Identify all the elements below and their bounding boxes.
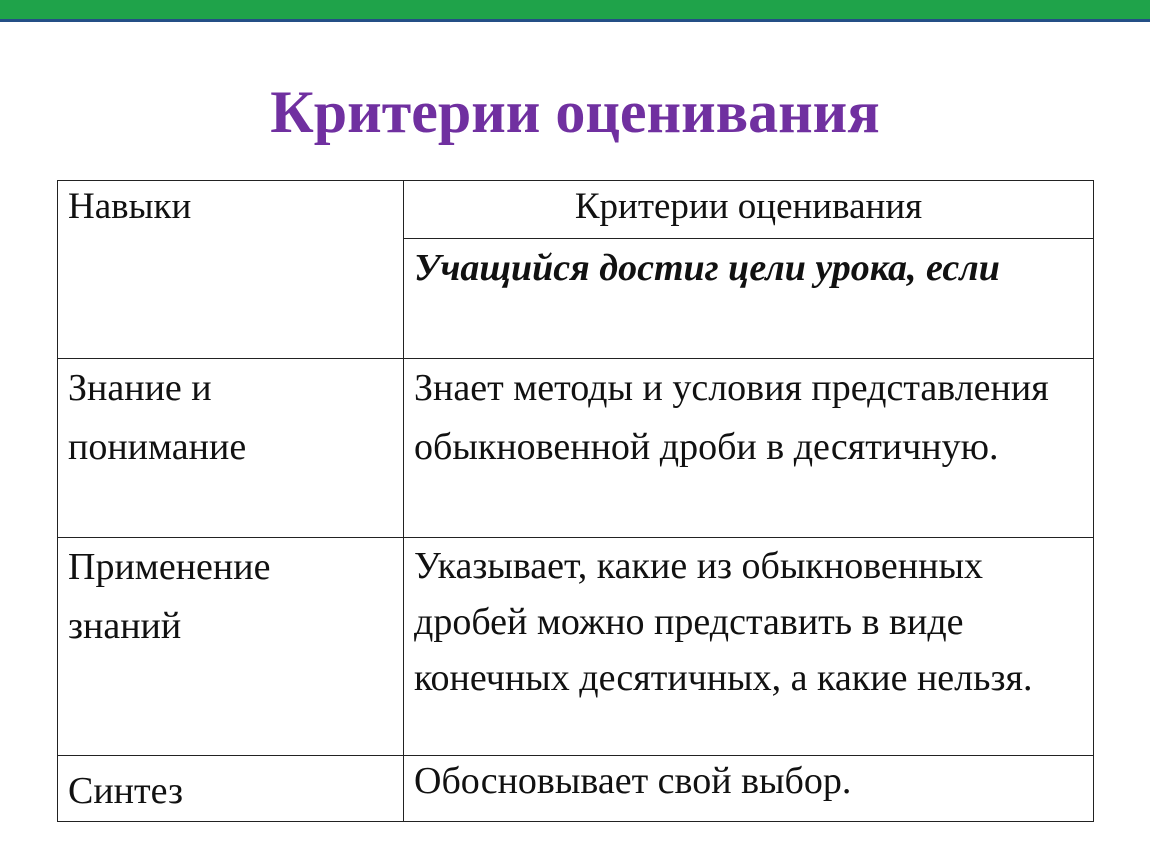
table-row — [58, 756, 1094, 822]
skill-label: Знание и понимание — [68, 367, 247, 468]
skill-cell — [58, 756, 404, 822]
header-skills-label: Навыки — [68, 186, 192, 227]
table-header-row — [58, 181, 1094, 239]
table-row — [58, 359, 1094, 538]
table-row — [58, 538, 1094, 756]
criterion-cell — [404, 538, 1094, 756]
header-goal-cell — [404, 239, 1094, 359]
top-accent-bar — [0, 0, 1150, 22]
criteria-table — [57, 180, 1094, 822]
header-criteria-cell — [404, 181, 1094, 239]
header-goal-label: Учащийся достиг цели урока, если — [414, 247, 1000, 289]
criterion-text: Обосновывает свой выбор. — [414, 760, 852, 802]
skill-cell — [58, 359, 404, 538]
skill-label: Применение знаний — [68, 546, 271, 647]
header-skills-cell — [58, 181, 404, 359]
criterion-cell — [404, 359, 1094, 538]
page-title: Критерии оценивания — [270, 79, 880, 145]
criterion-text: Знает методы и условия представления обыкновенной дроби в десятичную. — [414, 367, 1049, 468]
header-criteria-label: Критерии оценивания — [574, 186, 923, 227]
criterion-text: Указывает, какие из обыкновенных дробей можно представить в виде конечных десятичных, а какие нельзя. — [414, 545, 1033, 699]
skill-cell — [58, 538, 404, 756]
skill-label: Синтез — [68, 770, 183, 812]
criterion-cell — [404, 756, 1094, 822]
